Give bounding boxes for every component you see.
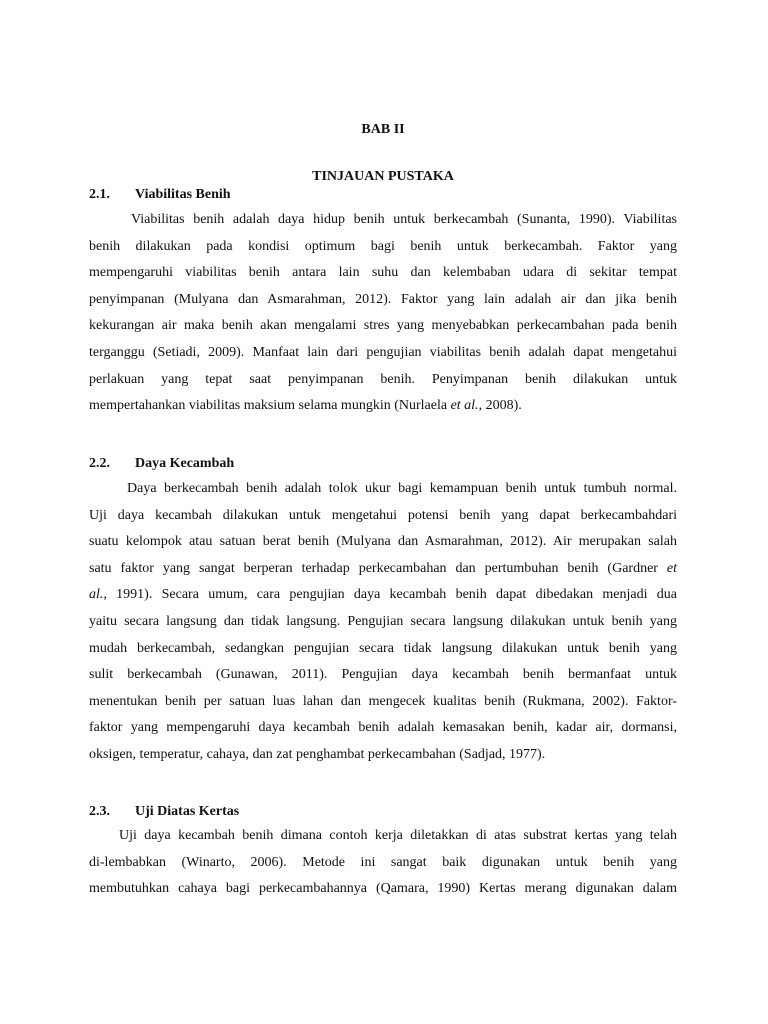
paragraph-line: di-lembabkan (Winarto, 2006). Metode ini sangat baik digunakan untuk benih yang [89,854,677,870]
paragraph-line: suatu kelompok atau satuan berat benih (Mulyana dan Asmarahman, 2012). Air merupakan salah [89,534,677,550]
section-body [89,207,677,420]
section-daya-kecambah [89,455,677,769]
section-heading [89,186,677,204]
paragraph-line: kekurangan air maka benih akan mengalami stres yang menyebabkan perkecambahan pada benih [89,318,677,334]
paragraph-line: al., 1991). Secara umum, cara pengujian daya kecambah benih dapat dibedakan menjadi dua [89,587,677,603]
section-title: Viabilitas Benih [135,187,231,202]
section-heading [89,803,677,821]
section-uji-diatas-kertas [89,803,677,903]
paragraph-line: Viabilitas benih adalah daya hidup benih untuk berkecambah (Sunanta, 1990). Viabilitas [131,212,677,227]
section-number: 2.1. [89,187,110,202]
paragraph-line: oksigen, temperatur, cahaya, dan zat penghambat perkecambahan (Sadjad, 1977). [89,746,546,762]
section-body [89,823,677,903]
paragraph-line: mudah berkecambah, sedangkan pengujian secara tidak langsung dilakukan untuk benih yang [89,640,677,656]
paragraph-line: Uji daya kecambah dilakukan untuk mengetahui potensi benih yang dapat berkecambahdari [89,507,677,523]
paragraph-line: menentukan benih per satuan luas lahan dan mengecek kualitas benih (Rukmana, 2002). Faktor- [89,693,677,709]
paragraph-line: faktor yang mempengaruhi daya kecambah benih adalah kemasakan benih, kadar air, dormansi, [89,720,677,736]
paragraph-line: mempengaruhi viabilitas benih antara lain suhu dan kelembaban udara di sekitar tempat [89,265,677,281]
chapter-number: BAB II [361,122,405,137]
paragraph-line: penyimpanan (Mulyana dan Asmarahman, 2012). Faktor yang lain adalah air dan jika benih [89,291,677,307]
section-title: Daya Kecambah [135,456,235,471]
paragraph-line: terganggu (Setiadi, 2009). Manfaat lain dari pengujian viabilitas benih adalah dapat mengetahui [89,344,677,360]
chapter-title: TINJAUAN PUSTAKA [312,169,454,184]
paragraph-line: satu faktor yang sangat berperan terhadap perkecambahan dan pertumbuhan benih (Gardner et [89,560,677,576]
section-number: 2.3. [89,804,110,819]
section-body [89,476,677,769]
section-heading [89,455,677,473]
section-title: Uji Diatas Kertas [135,804,240,819]
paragraph-line: Daya berkecambah benih adalah tolok ukur bagi kemampuan benih untuk tumbuh normal. [127,481,677,496]
paragraph-line: Uji daya kecambah benih dimana contoh kerja diletakkan di atas substrat kertas yang telah [119,828,677,843]
paragraph-line: benih dilakukan pada kondisi optimum bagi benih untuk berkecambah. Faktor yang [89,238,677,254]
paragraph-line: yaitu secara langsung dan tidak langsung. Pengujian secara langsung dilakukan untuk benih yang [89,613,677,629]
section-number: 2.2. [89,456,110,471]
paragraph-line: perlakuan yang tepat saat penyimpanan benih. Penyimpanan benih dilakukan untuk [89,371,677,387]
paragraph-line: membutuhkan cahaya bagi perkecambahannya (Qamara, 1990) Kertas merang digunakan dalam [89,881,677,897]
paragraph-line: mempertahankan viabilitas maksium selama mungkin (Nurlaela et al., 2008). [89,398,522,414]
section-viabilitas-benih [89,186,677,420]
paragraph-line: sulit berkecambah (Gunawan, 2011). Pengujian daya kecambah benih bermanfaat untuk [89,667,677,683]
